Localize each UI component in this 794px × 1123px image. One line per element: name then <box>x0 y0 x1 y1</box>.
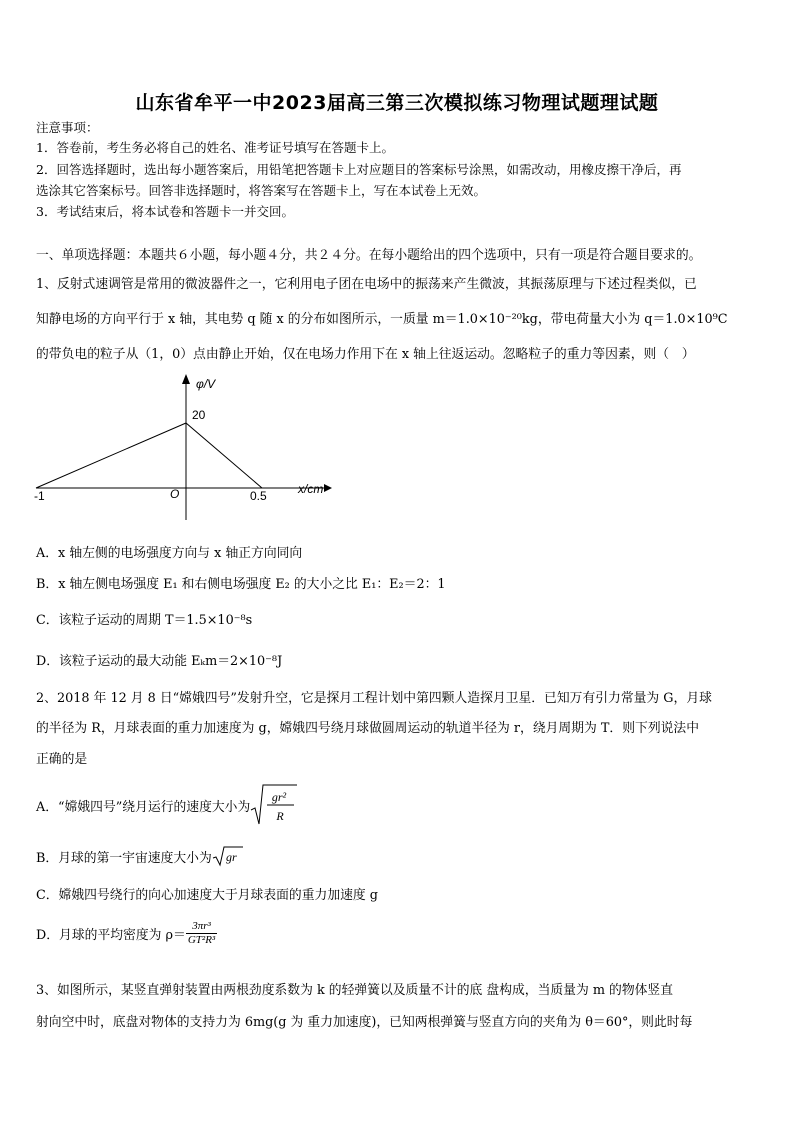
q1-stem-line: 的带负电的粒子从（1，0）点由静止开始，仅在电场力作用下在 x 轴上往返运动。忽略粒子的重力等因素，则（ ） <box>36 347 695 362</box>
q2-option-b-text: B．月球的第一宇宙速度大小为 <box>36 850 212 866</box>
y-axis-label: φ/V <box>196 377 216 391</box>
peak-label: 20 <box>192 408 206 422</box>
q2-option-a <box>36 782 298 828</box>
q1-option-b: B．x 轴左侧电场强度 E₁ 和右侧电场强度 E₂ 的大小之比 E₁：E₂＝2：1 <box>36 577 446 592</box>
q1-option-c: C．该粒子运动的周期 T＝1.5×10⁻⁸s <box>36 613 253 628</box>
page-title: 山东省牟平一中2023届高三第三次模拟练习物理试题理试题 <box>135 92 659 114</box>
q2-option-d <box>36 920 217 947</box>
q2-stem-line: 正确的是 <box>36 752 88 767</box>
notice-heading: 注意事项： <box>36 120 99 135</box>
fraction-denominator: GT²R³ <box>187 934 216 946</box>
fraction-denominator: R <box>276 809 284 823</box>
x-axis-label: x/cm <box>298 482 324 496</box>
q2-option-a-text: A．“嫦娥四号”绕月运行的速度大小为 <box>36 799 251 815</box>
q3-stem-line: 射向空中时，底盘对物体的支持力为 6mg(g 为 重力加速度)，已知两根弹簧与竖直方向的夹角为 θ＝60°，则此时每 <box>36 1015 693 1030</box>
q3-stem-line: 3、如图所示，某竖直弹射装置由两根劲度系数为 k 的轻弹簧以及质量不计的底 盘构成，当质量为 m 的物体竖直 <box>36 983 674 998</box>
q2-option-b <box>36 845 244 867</box>
notice-item: 选涂其它答案标号。回答非选择题时，将答案写在答题卡上，写在本试卷上无效。 <box>36 183 487 198</box>
y-axis-arrow <box>182 374 190 384</box>
q2-option-c: C．嫦娥四号绕行的向心加速度大于月球表面的重力加速度 g <box>36 888 378 903</box>
potential-line <box>36 423 262 488</box>
sqrt-expression <box>212 845 244 867</box>
fraction-numerator: 3πr³ <box>186 920 217 934</box>
sqrt-expression <box>250 782 298 828</box>
q2-stem-line: 的半径为 R，月球表面的重力加速度为 g，嫦娥四号绕月球做圆周运动的轨道半径为 r，绕月周期为 T．则下列说法中 <box>36 721 700 736</box>
fraction <box>186 920 217 947</box>
right-tick-label: 0.5 <box>250 489 267 503</box>
q2-option-d-text: D．月球的平均密度为 ρ＝ <box>36 928 186 943</box>
potential-graph <box>34 370 334 530</box>
left-tick-label: -1 <box>34 489 45 503</box>
notice-item: 3．考试结束后，将本试卷和答题卡一并交回。 <box>36 204 294 219</box>
notice-item: 1．答卷前，考生务必将自己的姓名、准考证号填写在答题卡上。 <box>36 140 394 155</box>
q1-option-d: D．该粒子运动的最大动能 Eₖm＝2×10⁻⁸J <box>36 654 283 669</box>
x-axis-arrow <box>324 484 332 492</box>
section-heading: 一、单项选择题：本题共６小题，每小题４分，共２４分。在每小题给出的四个选项中，只有一项是符合题目要求的。 <box>36 248 702 263</box>
fraction-numerator: gr² <box>272 790 287 804</box>
q1-stem-line: 知静电场的方向平行于 x 轴，其电势 q 随 x 的分布如图所示，一质量 m＝1.0×10⁻²⁰kg，带电荷量大小为 q＝1.0×10⁹C <box>36 312 728 327</box>
q2-stem-line: 2、2018 年 12 月 8 日“嫦娥四号”发射升空，它是探月工程计划中第四颗人造探月卫星．已知万有引力常量为 G，月球 <box>36 691 712 706</box>
q1-option-a: A．x 轴左侧的电场强度方向与 x 轴正方向同向 <box>36 546 303 561</box>
radicand: gr <box>225 850 237 864</box>
notice-item: 2．回答选择题时，选出每小题答案后，用铅笔把答题卡上对应题目的答案标号涂黑，如需改动，用橡皮擦干净后，再 <box>36 162 682 177</box>
q1-stem-line: 1、反射式速调管是常用的微波器件之一，它利用电子团在电场中的振荡来产生微波，其振荡原理与下述过程类似，已 <box>36 277 697 292</box>
origin-label: O <box>170 487 180 501</box>
